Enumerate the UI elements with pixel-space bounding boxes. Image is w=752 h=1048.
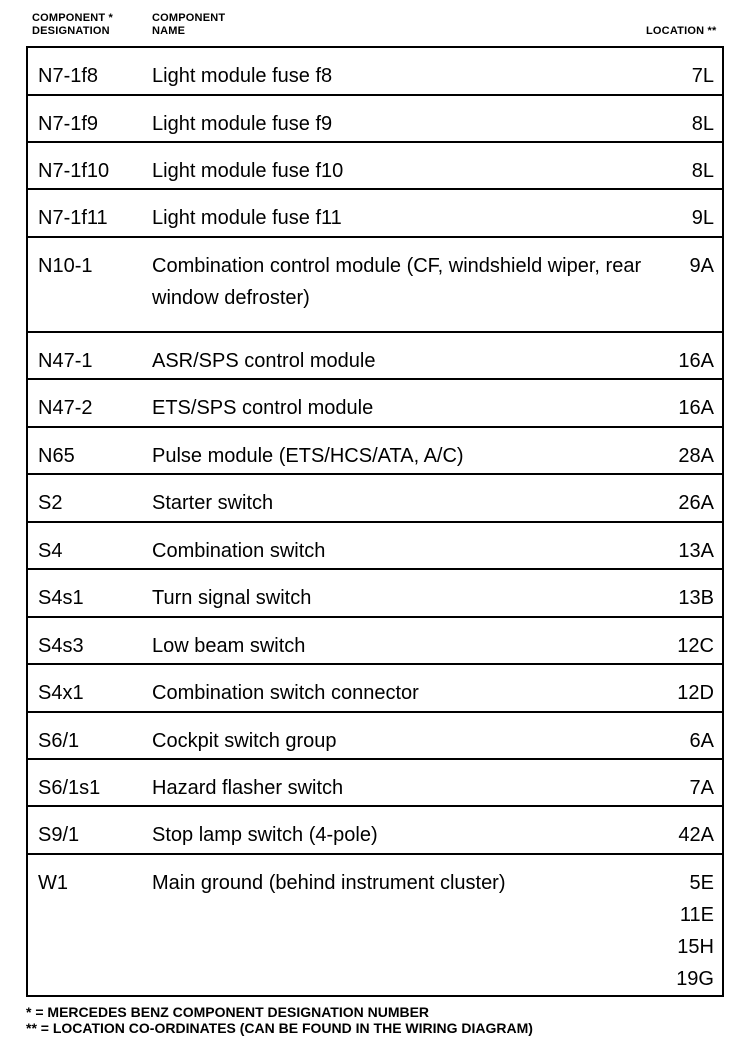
component-designation: S6/1s1 [38, 777, 101, 799]
header-location [646, 25, 716, 38]
component-name: ETS/SPS control module [152, 397, 374, 419]
header-designation-line2: DESIGNATION [32, 25, 110, 37]
component-designation: N10-1 [38, 255, 93, 277]
location-coordinate: 9L [691, 207, 714, 229]
location-coordinate: 5E [689, 872, 714, 894]
location-coordinate: 7L [691, 65, 714, 87]
table-row [28, 333, 722, 380]
location-coordinate: 28A [678, 445, 714, 467]
component-designation: S6/1 [38, 730, 80, 752]
component-designation: S4x1 [38, 682, 84, 704]
component-location [692, 155, 714, 187]
table-row [28, 190, 722, 238]
component-location [677, 677, 714, 709]
header-location-label: LOCATION ** [646, 25, 717, 37]
table-row [28, 143, 722, 190]
location-coordinate: 15H [677, 936, 714, 958]
footnote-designation: * = MERCEDES BENZ COMPONENT DESIGNATION NUMBER [26, 1004, 430, 1020]
location-coordinate: 8L [691, 113, 714, 135]
table-row [28, 523, 722, 570]
component-location [690, 725, 714, 757]
header-name [152, 12, 225, 38]
component-location [676, 867, 714, 995]
component-location [677, 630, 714, 662]
component-name: Light module fuse f8 [152, 65, 333, 87]
location-coordinate: 9A [689, 255, 714, 277]
component-name: Combination switch [152, 540, 326, 562]
location-coordinate: 19G [676, 968, 714, 990]
component-location [690, 250, 714, 282]
location-coordinate: 6A [689, 730, 714, 752]
table-row [28, 713, 722, 760]
component-name: Hazard flasher switch [152, 777, 344, 799]
location-coordinate: 16A [678, 350, 714, 372]
component-name: ASR/SPS control module [152, 350, 376, 372]
component-designation: N7-1f9 [38, 113, 99, 135]
table-row [28, 855, 722, 995]
component-location [692, 202, 714, 234]
component-name: Light module fuse f10 [152, 160, 344, 182]
component-designation: N65 [38, 445, 75, 467]
component-designation: W1 [38, 872, 68, 894]
location-coordinate: 26A [678, 492, 714, 514]
location-coordinate: 7A [689, 777, 714, 799]
component-name: Stop lamp switch (4-pole) [152, 824, 378, 846]
component-name: Turn signal switch [152, 587, 312, 609]
table-row [28, 380, 722, 428]
component-name: Light module fuse f11 [152, 207, 342, 229]
header-designation-line1: COMPONENT * [32, 12, 114, 24]
component-name: Cockpit switch group [152, 730, 337, 752]
component-name: Combination control module (CF, windshield wiper, rear window defroster) [152, 255, 642, 309]
table-row [28, 807, 722, 855]
component-location [678, 535, 714, 567]
component-location [692, 60, 714, 92]
component-designation: S2 [38, 492, 63, 514]
component-location [678, 819, 714, 851]
location-coordinate: 13B [678, 587, 714, 609]
location-coordinate: 12C [677, 635, 714, 657]
header-designation [32, 12, 113, 38]
component-designation: N47-2 [38, 397, 93, 419]
component-location [678, 440, 714, 472]
component-designation: S4s1 [38, 587, 84, 609]
component-name: Main ground (behind instrument cluster) [152, 872, 506, 894]
table-row [28, 570, 722, 618]
component-location [678, 345, 714, 377]
component-name: Low beam switch [152, 635, 306, 657]
location-coordinate: 8L [691, 160, 714, 182]
component-location [678, 487, 714, 519]
component-name: Combination switch connector [152, 682, 419, 704]
component-name: Pulse module (ETS/HCS/ATA, A/C) [152, 445, 464, 467]
component-name: Light module fuse f9 [152, 113, 333, 135]
location-coordinate: 11E [679, 904, 714, 926]
table-row [28, 238, 722, 333]
location-coordinate: 16A [678, 397, 714, 419]
component-designation: S4s3 [38, 635, 84, 657]
component-location [678, 582, 714, 614]
header-name-line2: NAME [152, 25, 186, 37]
component-designation: S9/1 [38, 824, 80, 846]
table-row [28, 48, 722, 96]
footnote-location: ** = LOCATION CO-ORDINATES (CAN BE FOUND IN THE WIRING DIAGRAM) [26, 1020, 533, 1036]
location-coordinate: 12D [677, 682, 714, 704]
component-designation: N7-1f8 [38, 65, 99, 87]
location-coordinate: 13A [678, 540, 714, 562]
header-name-line1: COMPONENT [152, 12, 226, 24]
component-designation: N47-1 [38, 350, 93, 372]
component-designation: N7-1f10 [38, 160, 110, 182]
table-row [28, 760, 722, 807]
table-row [28, 96, 722, 143]
component-name: Starter switch [152, 492, 274, 514]
component-location [692, 108, 714, 140]
component-designation: N7-1f11 [38, 207, 108, 229]
table-row [28, 428, 722, 475]
table-row [28, 618, 722, 665]
component-location [678, 392, 714, 424]
component-location [690, 772, 714, 804]
table-row [28, 475, 722, 523]
component-designation: S4 [38, 540, 63, 562]
component-table [26, 46, 724, 997]
location-coordinate: 42A [678, 824, 714, 846]
table-row [28, 665, 722, 713]
